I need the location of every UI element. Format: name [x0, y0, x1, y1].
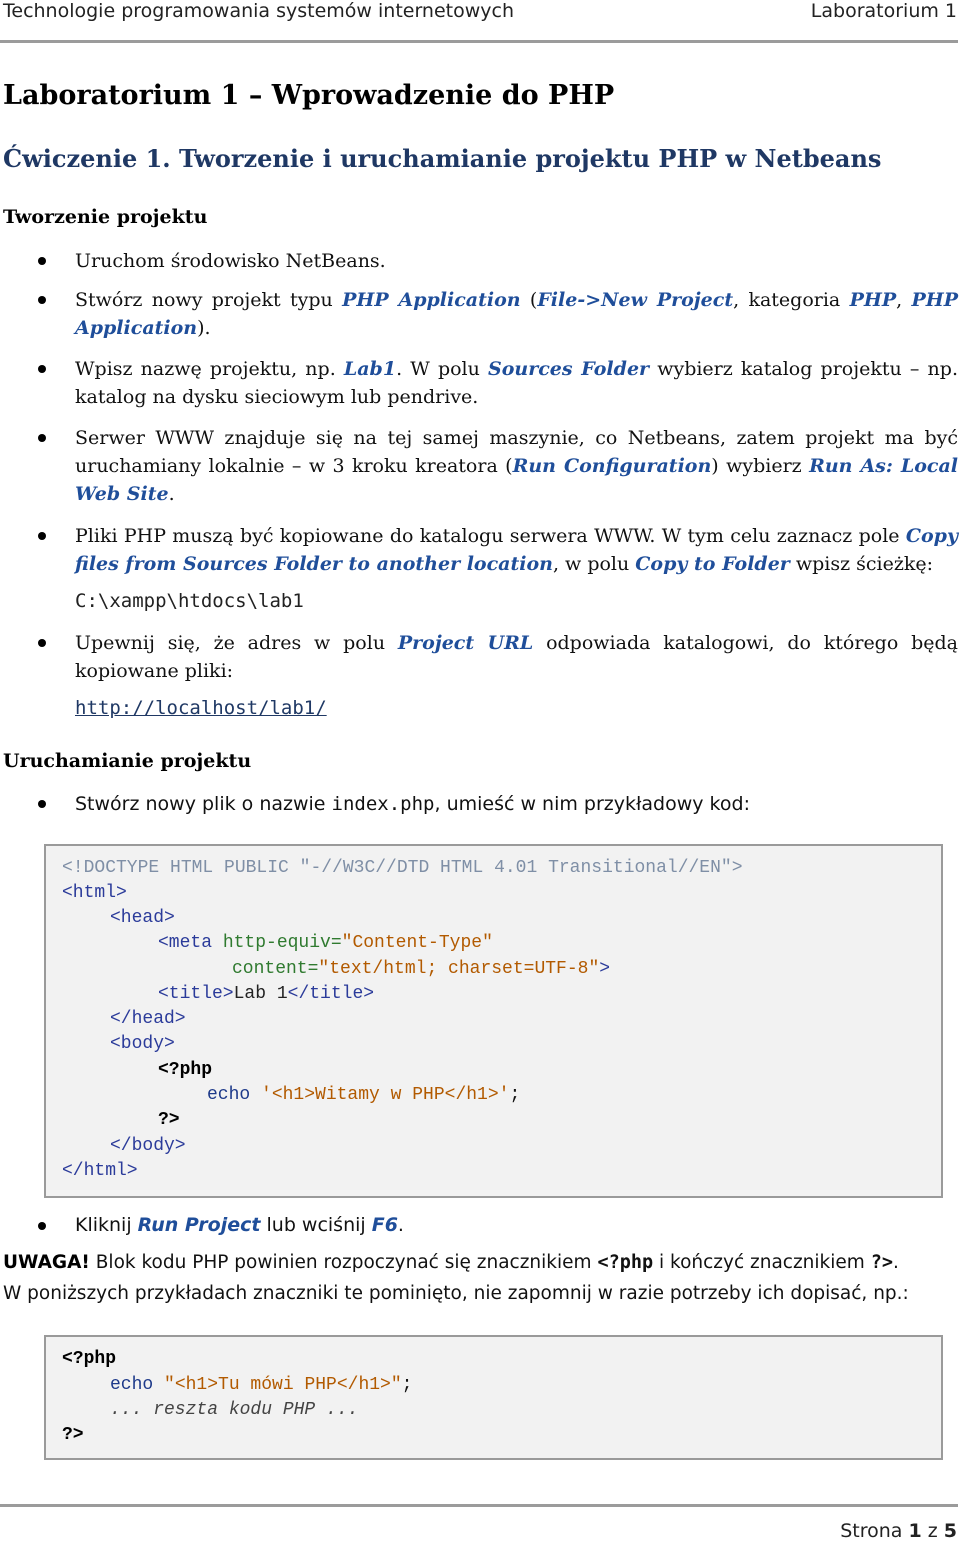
note-text: . [892, 1252, 899, 1273]
list-item [75, 629, 958, 685]
list-item-text: , [896, 289, 912, 311]
highlight-term: Copy files from Sources Folder to another location [75, 525, 958, 575]
list-item-text: , w polu [552, 553, 636, 575]
list-item-text: Kliknij [75, 1214, 138, 1236]
note-text: W poniższych przykładach znaczniki te pominięto, nie zapomnij w razie potrzeby ich dopisać, np.: [3, 1283, 909, 1304]
list-item [75, 790, 958, 818]
list-item [75, 424, 958, 508]
list-item-text: . [397, 1214, 404, 1236]
highlight-term: PHP Application [342, 289, 521, 311]
code-line: </html> [62, 1161, 138, 1181]
code-line: ?> [62, 1425, 84, 1445]
code-token: content= [232, 959, 319, 979]
code-token: ; [509, 1085, 521, 1105]
bullet-dot [38, 1222, 46, 1230]
list-item [75, 355, 958, 411]
exercise-heading: Ćwiczenie 1. Tworzenie i uruchamianie projektu PHP w Netbeans [3, 144, 882, 173]
total-pages: 5 [943, 1520, 957, 1542]
highlight-term: Copy to Folder [635, 553, 790, 575]
section-heading-run: Uruchamianie projektu [3, 750, 252, 772]
code-token: "<h1>Tu mówi PHP</h1>" [164, 1375, 402, 1395]
code-line: ... reszta kodu PHP ... [110, 1400, 359, 1420]
filename: index.php [331, 793, 435, 815]
bullet-dot [38, 296, 46, 304]
note-text: i kończyć znacznikiem [653, 1252, 871, 1273]
list-item-text: . [168, 483, 175, 505]
bullet-dot [38, 365, 46, 373]
page-header [0, 0, 960, 44]
code-line: <head> [110, 908, 175, 928]
footer-divider [0, 1504, 958, 1507]
header-lab-number: Laboratorium 1 [810, 0, 957, 22]
footer-text: Strona [840, 1520, 909, 1542]
code-token: "text/html; charset=UTF-8" [318, 959, 600, 979]
list-item-text: ). [197, 317, 211, 339]
list-item [75, 1211, 958, 1239]
code-line: ?> [158, 1110, 180, 1130]
highlight-term: Run Configuration [512, 455, 712, 477]
code-line: <?php [62, 1349, 117, 1369]
page-title: Laboratorium 1 – Wprowadzenie do PHP [3, 80, 615, 111]
code-token: </title> [287, 984, 375, 1004]
code-line: <?php [158, 1060, 213, 1080]
list-item-text: Serwer WWW znajduje się na tej samej maszynie, co Netbeans, zatem projekt ma być uruchamiany lokalnie – w 3 kroku kreatora ( [75, 427, 958, 477]
code-token: "Content-Type" [341, 933, 493, 953]
highlight-term: Sources Folder [488, 358, 650, 380]
code-token: http-equiv= [222, 933, 342, 953]
code-block [44, 1335, 943, 1460]
list-item-text: Stwórz nowy projekt typu [75, 289, 343, 311]
highlight-term: Run As: Local Web Site [75, 455, 958, 505]
section-heading-create: Tworzenie projektu [3, 206, 208, 228]
current-page: 1 [908, 1520, 922, 1542]
bullet-dot [38, 532, 46, 540]
code-token: '<h1>Witamy w PHP</h1>' [261, 1085, 510, 1105]
highlight-term: File->New Project [537, 289, 734, 311]
bullet-dot [38, 800, 46, 808]
list-item-text: ( [520, 289, 538, 311]
list-item-text: . W polu [396, 358, 489, 380]
code-line: </head> [110, 1009, 186, 1029]
code-line: </body> [110, 1136, 186, 1156]
list-item-text: Upewnij się, że adres w polu [75, 632, 398, 654]
code-token: echo [110, 1375, 165, 1395]
folder-path: C:\xampp\htdocs\lab1 [75, 590, 304, 612]
list-item-text: ) wybierz [711, 455, 810, 477]
warning-label: UWAGA! [3, 1252, 90, 1273]
highlight-term: PHP [849, 289, 897, 311]
code-token: > [599, 959, 611, 979]
bullet-dot [38, 257, 46, 265]
list-item [75, 286, 958, 342]
list-item-text: , umieść w nim przykładowy kod: [434, 793, 750, 815]
header-course-title: Technologie programowania systemów internetowych [3, 0, 515, 22]
code-token: echo [207, 1085, 262, 1105]
project-url-link[interactable]: http://localhost/lab1/ [75, 697, 327, 719]
code-token: ; [401, 1375, 413, 1395]
list-item-text: Pliki PHP muszą być kopiowane do katalogu serwera WWW. W tym celu zaznacz pole [75, 525, 906, 547]
php-close-tag: ?> [870, 1252, 893, 1273]
code-token: Lab 1 [233, 984, 288, 1004]
warning-note [3, 1252, 958, 1273]
footer-text: z [921, 1520, 944, 1542]
list-item-text: Wpisz nazwę projektu, np. [75, 358, 344, 380]
list-item-text: lub wciśnij [260, 1214, 372, 1236]
highlight-term: Run Project [137, 1214, 261, 1236]
note-text: Blok kodu PHP powinien rozpoczynać się znacznikiem [89, 1252, 598, 1273]
list-item [75, 247, 958, 275]
list-item [75, 522, 958, 578]
highlight-term: PHP Application [75, 289, 958, 339]
code-block [44, 844, 943, 1198]
bullet-dot [38, 434, 46, 442]
list-item-text: Uruchom środowisko NetBeans. [75, 250, 386, 272]
code-line [110, 1373, 412, 1398]
list-item-text: wpisz ścieżkę: [789, 553, 934, 575]
highlight-term: Lab1 [343, 358, 397, 380]
code-line [232, 957, 610, 982]
code-line: <!DOCTYPE HTML PUBLIC "-//W3C//DTD HTML 4.01 Transitional//EN"> [62, 858, 743, 878]
list-item-text: odpowiada katalogowi, do którego będą kopiowane pliki: [75, 632, 958, 682]
code-line: <body> [110, 1034, 175, 1054]
code-token: <title> [158, 984, 234, 1004]
page-number [840, 1520, 957, 1542]
list-item-text: wybierz katalog projektu – np. katalog na dysku sieciowym lub pendrive. [75, 358, 958, 408]
highlight-term: Project URL [397, 632, 534, 654]
code-line: <html> [62, 883, 127, 903]
list-item-text: , kategoria [733, 289, 850, 311]
code-token: <meta [158, 933, 223, 953]
code-line [207, 1083, 520, 1108]
list-item-text: Stwórz nowy plik o nazwie [75, 793, 332, 815]
bullet-dot [38, 639, 46, 647]
php-open-tag: <?php [597, 1252, 654, 1273]
code-line [158, 931, 493, 956]
header-divider [0, 40, 958, 43]
highlight-term: F6 [371, 1214, 398, 1236]
code-line [158, 982, 374, 1007]
